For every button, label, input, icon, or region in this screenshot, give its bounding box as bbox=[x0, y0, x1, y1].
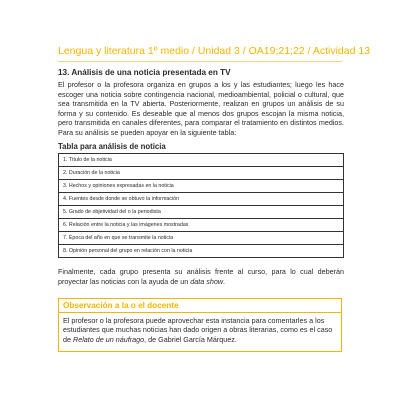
closing-paragraph bbox=[58, 267, 344, 286]
table-cell: 8. Opinión personal del grupo en relación con la noticia bbox=[59, 245, 344, 258]
observation-text-after: , de Gabriel García Márquez. bbox=[144, 334, 237, 344]
closing-text: Finalmente, cada grupo presenta su análisis frente al curso, para lo cual deberán proyectar las noticias con la ayuda de un bbox=[58, 267, 344, 286]
analysis-table bbox=[58, 153, 344, 258]
table-cell: 3. Hechos y opiniones expresadas en la noticia bbox=[59, 180, 344, 193]
table-row bbox=[59, 180, 344, 193]
table-cell: 6. Relación entre la noticia y las imágenes mostradas bbox=[59, 219, 344, 232]
table-row bbox=[59, 167, 344, 180]
closing-end: . bbox=[223, 276, 226, 286]
observation-text-before: El profesor o la profesora puede aprovechar esta instancia para comentarles a los estudiantes que muchas noticias han dado origen a obras literarias, como es el caso de bbox=[63, 316, 333, 344]
observation-emphasis: Relato de un náufrago bbox=[73, 334, 145, 344]
table-title: Tabla para análisis de noticia bbox=[58, 142, 166, 151]
table-row bbox=[59, 193, 344, 206]
table-row bbox=[59, 232, 344, 245]
table-cell: 5. Grado de objetividad del o la periodista bbox=[59, 206, 344, 219]
teacher-observation-box bbox=[58, 298, 342, 352]
intro-paragraph: El profesor o la profesora organiza en grupos a los y las estudiantes; luego les hace escoger una noticia sobre contingencia nacional, medioambiental, policial o cultural, que sea transmitida en la TV abierta. Posteriormente, realizan en grupos un análisis de su forma y su contenido. Es deseable que al menos dos grupos escojan la misma noticia, pero transmitida en canales diferentes, para comparar el tratamiento en distintos medios. Para su análisis se pueden apoyar en la siguiente tabla: bbox=[58, 80, 344, 137]
table-row bbox=[59, 245, 344, 258]
unit-header: Lengua y literatura 1º medio / Unidad 3 / OA19;21;22 / Actividad 13 bbox=[58, 45, 371, 57]
observation-title: Observación a la o el docente bbox=[63, 301, 179, 310]
table-cell: 4. Fuentes desde donde se obtuvo la información bbox=[59, 193, 344, 206]
table-row bbox=[59, 219, 344, 232]
table-row bbox=[59, 154, 344, 167]
activity-title: 13. Análisis de una noticia presentada en TV bbox=[58, 68, 231, 77]
table-row bbox=[59, 206, 344, 219]
table-cell: 1. Título de la noticia bbox=[59, 154, 344, 167]
observation-text bbox=[63, 316, 337, 344]
table-cell: 7. Época del año en que se transmite la noticia bbox=[59, 232, 344, 245]
observation-divider bbox=[59, 312, 341, 313]
closing-emphasis: data show bbox=[190, 276, 224, 286]
table-cell: 2. Duración de la noticia bbox=[59, 167, 344, 180]
header-divider bbox=[58, 61, 342, 62]
